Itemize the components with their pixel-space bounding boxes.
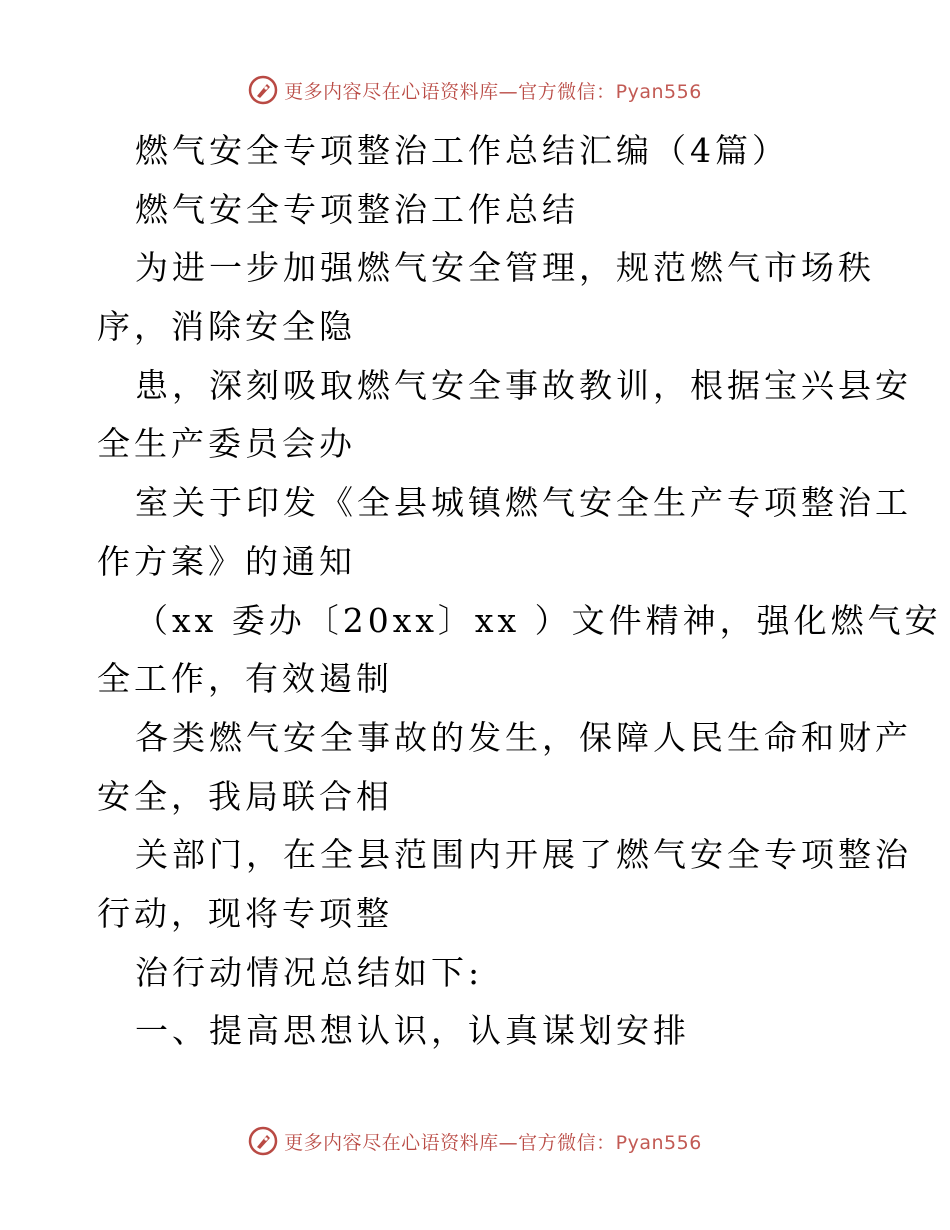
paragraph-line: （xx 委办〔20xx〕xx ）文件精神，强化燃气安 [135, 600, 942, 640]
paragraph-line: 各类燃气安全事故的发生，保障人民生命和财产 [135, 717, 912, 757]
header-watermark [0, 72, 950, 108]
paragraph-line: 为进一步加强燃气安全管理，规范燃气市场秩 [135, 248, 875, 288]
paragraph-line: 序，消除安全隐 [97, 307, 356, 347]
paragraph-line: 治行动情况总结如下: [135, 952, 484, 992]
paragraph-line: 作方案》的通知 [97, 541, 356, 581]
paragraph-line: 关部门，在全县范围内开展了燃气安全专项整治 [135, 835, 912, 875]
document-title: 燃气安全专项整治工作总结汇编（4篇） [135, 131, 789, 170]
section-heading: 一、提高思想认识，认真谋划安排 [135, 1011, 690, 1051]
pen-nib-logo-icon [248, 75, 278, 105]
footer-watermark [0, 1123, 950, 1159]
paragraph-line: 室关于印发《全县城镇燃气安全生产专项整治工 [135, 483, 912, 523]
paragraph-line: 行动，现将专项整 [97, 893, 393, 933]
watermark-text: 更多内容尽在心语资料库—官方微信：Pyan556 [284, 80, 702, 103]
watermark-id: Pyan556 [615, 1131, 702, 1154]
watermark-text: 更多内容尽在心语资料库—官方微信：Pyan556 [284, 1131, 702, 1154]
paragraph-line: 安全，我局联合相 [97, 776, 393, 816]
paragraph-line: 患，深刻吸取燃气安全事故教训，根据宝兴县安 [135, 365, 912, 405]
paragraph-line: 全生产委员会办 [97, 424, 356, 464]
document-body [97, 122, 942, 1061]
watermark-id: Pyan556 [615, 80, 702, 103]
pen-nib-logo-icon [248, 1126, 278, 1156]
section-title: 燃气安全专项整治工作总结 [135, 189, 579, 229]
paragraph-line: 全工作，有效遏制 [97, 659, 393, 699]
